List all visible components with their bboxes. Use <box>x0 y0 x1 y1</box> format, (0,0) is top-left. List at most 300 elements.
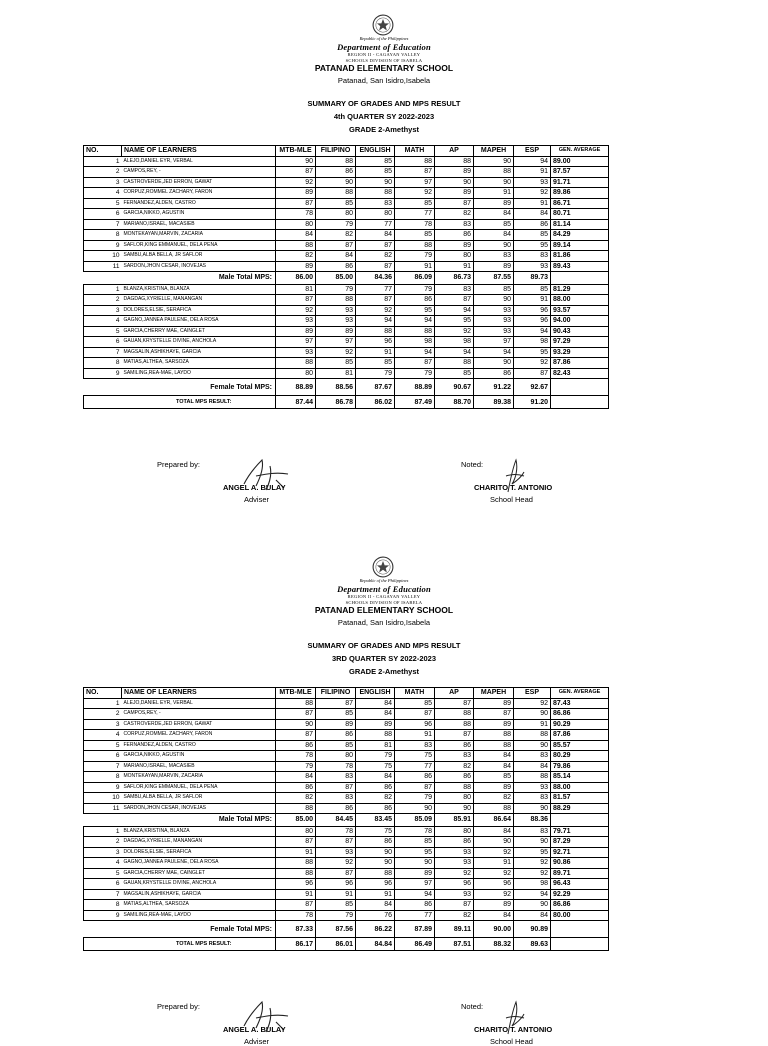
learner-number: 7 <box>84 889 122 900</box>
general-average: 90.29 <box>551 719 609 730</box>
subject-grade: 92 <box>276 305 316 316</box>
subject-grade: 83 <box>435 219 474 230</box>
subject-grade: 97 <box>395 879 435 890</box>
mps-label: TOTAL MPS RESULT: <box>84 396 276 409</box>
subject-grade: 98 <box>514 337 551 348</box>
learner-name: MONTEKAYAN,MARVIN, ZACARIA <box>122 230 276 241</box>
subject-grade: 84 <box>356 772 395 783</box>
subject-grade: 88 <box>474 730 514 741</box>
subject-grade: 96 <box>276 879 316 890</box>
subject-grade: 80 <box>316 751 356 762</box>
subject-grade: 90 <box>276 719 316 730</box>
subject-grade: 93 <box>474 326 514 337</box>
subject-grade: 83 <box>474 251 514 262</box>
subject-grade: 82 <box>435 761 474 772</box>
learner-number: 8 <box>84 230 122 241</box>
learner-number: 10 <box>84 793 122 804</box>
table-row <box>84 868 609 879</box>
subject-grade: 88 <box>474 803 514 814</box>
subject-grade: 88 <box>435 358 474 369</box>
table-row <box>84 295 609 306</box>
subject-grade: 83 <box>514 793 551 804</box>
learner-number: 8 <box>84 772 122 783</box>
subject-grade: 84 <box>474 209 514 220</box>
school-name: PATANAD ELEMENTARY SCHOOL <box>314 63 454 73</box>
subject-grade: 79 <box>316 910 356 921</box>
subject-grade: 83 <box>435 284 474 295</box>
subject-grade: 91 <box>316 889 356 900</box>
subject-grade: 87 <box>356 240 395 251</box>
mps-value: 91.20 <box>514 396 551 409</box>
general-average: 92.29 <box>551 889 609 900</box>
subject-grade: 80 <box>276 368 316 379</box>
subject-grade: 94 <box>474 347 514 358</box>
subject-grade: 87 <box>316 698 356 709</box>
learner-name: SAMBU,ALBA BELLA, JR SAFLOR <box>122 793 276 804</box>
mps-value: 90.89 <box>514 921 551 938</box>
subject-grade: 90 <box>514 709 551 720</box>
subject-grade: 90 <box>435 177 474 188</box>
subject-grade: 87 <box>356 295 395 306</box>
subject-grade: 91 <box>474 858 514 869</box>
report-title: SUMMARY OF GRADES AND MPS RESULT <box>307 641 461 650</box>
subject-grade: 87 <box>474 709 514 720</box>
subject-grade: 85 <box>356 156 395 167</box>
col-header: NO. <box>84 146 122 157</box>
subject-grade: 88 <box>276 858 316 869</box>
noted-label: Noted: <box>461 460 484 469</box>
subject-grade: 86 <box>474 368 514 379</box>
subject-grade: 93 <box>316 305 356 316</box>
learner-name: SARDON,JHON CESAR, INOVEJAS <box>122 803 276 814</box>
subject-grade: 93 <box>514 177 551 188</box>
subject-grade: 90 <box>356 847 395 858</box>
subject-grade: 88 <box>395 240 435 251</box>
region-text: REGION II - CAGAYAN VALLEY <box>347 52 421 57</box>
subject-grade: 89 <box>474 782 514 793</box>
learner-number: 5 <box>84 326 122 337</box>
prepared-by-label: Prepared by: <box>157 1002 200 1011</box>
mps-value: 87.55 <box>474 272 514 285</box>
general-average: 86.86 <box>551 709 609 720</box>
learner-name: GAUAN,KRYSTELLE DIVINE, ANCHOLA <box>122 337 276 348</box>
subject-grade: 90 <box>514 740 551 751</box>
general-average: 80.29 <box>551 751 609 762</box>
subject-grade: 90 <box>276 156 316 167</box>
division-text: SCHOOLS DIVISION OF ISABELA <box>345 600 423 605</box>
subject-grade: 83 <box>435 751 474 762</box>
table-row <box>84 751 609 762</box>
learner-number: 7 <box>84 761 122 772</box>
learner-number: 3 <box>84 719 122 730</box>
subject-grade: 89 <box>435 167 474 178</box>
subject-grade: 87 <box>435 730 474 741</box>
subject-grade: 85 <box>395 230 435 241</box>
subject-grade: 86 <box>316 167 356 178</box>
subject-grade: 84 <box>474 751 514 762</box>
subject-grade: 78 <box>316 826 356 837</box>
subject-grade: 84 <box>474 826 514 837</box>
learner-number: 3 <box>84 847 122 858</box>
learner-name: CASTROVERDE,JED ERRON, GAWAT <box>122 719 276 730</box>
mps-value: 92.67 <box>514 379 551 396</box>
mps-value: 85.00 <box>276 814 316 827</box>
subject-grade: 87 <box>276 709 316 720</box>
adviser-name: ANGEL A. BULAY <box>223 1025 286 1034</box>
subject-grade: 93 <box>316 316 356 327</box>
learner-number: 6 <box>84 879 122 890</box>
subject-grade: 82 <box>474 793 514 804</box>
general-average: 88.00 <box>551 782 609 793</box>
subject-grade: 93 <box>435 858 474 869</box>
empty-cell <box>551 396 609 409</box>
learner-number: 9 <box>84 368 122 379</box>
table-row <box>84 837 609 848</box>
learner-number: 11 <box>84 803 122 814</box>
general-average: 86.86 <box>551 900 609 911</box>
subject-grade: 96 <box>316 879 356 890</box>
col-header: GEN. AVERAGE <box>551 688 609 699</box>
subject-grade: 88 <box>356 188 395 199</box>
subject-grade: 86 <box>356 803 395 814</box>
subject-grade: 86 <box>435 230 474 241</box>
subject-grade: 82 <box>356 251 395 262</box>
mps-value: 84.45 <box>316 814 356 827</box>
learner-number: 4 <box>84 188 122 199</box>
subject-grade: 78 <box>316 761 356 772</box>
col-header: MTB-MLE <box>276 688 316 699</box>
subject-grade: 90 <box>474 295 514 306</box>
general-average: 87.29 <box>551 837 609 848</box>
learner-number: 7 <box>84 347 122 358</box>
mps-value: 91.22 <box>474 379 514 396</box>
general-average: 80.71 <box>551 209 609 220</box>
general-average: 85.14 <box>551 772 609 783</box>
subject-grade: 95 <box>395 847 435 858</box>
learner-name: DAGDAG,XYRIELLE, MANANGAN <box>122 295 276 306</box>
subject-grade: 84 <box>356 698 395 709</box>
learner-number: 4 <box>84 730 122 741</box>
learner-number: 4 <box>84 316 122 327</box>
subject-grade: 85 <box>474 772 514 783</box>
learner-name: BLANZA,KRISTINA, BLANZA <box>122 826 276 837</box>
subject-grade: 87 <box>276 837 316 848</box>
general-average: 89.86 <box>551 188 609 199</box>
table-row <box>84 782 609 793</box>
subject-grade: 87 <box>276 900 316 911</box>
table-header-row <box>84 146 609 157</box>
subject-grade: 95 <box>514 240 551 251</box>
learner-number: 3 <box>84 177 122 188</box>
subject-grade: 87 <box>356 261 395 272</box>
general-average: 81.29 <box>551 284 609 295</box>
subject-grade: 87 <box>276 730 316 741</box>
subject-grade: 84 <box>356 709 395 720</box>
table-row <box>84 858 609 869</box>
grades-table <box>83 145 609 409</box>
subject-grade: 88 <box>276 868 316 879</box>
general-average: 91.71 <box>551 177 609 188</box>
subject-grade: 91 <box>356 347 395 358</box>
mps-value: 88.89 <box>276 379 316 396</box>
subject-grade: 79 <box>356 751 395 762</box>
col-header: ENGLISH <box>356 688 395 699</box>
subject-grade: 80 <box>356 209 395 220</box>
subject-grade: 87 <box>514 368 551 379</box>
subject-grade: 92 <box>474 868 514 879</box>
subject-grade: 93 <box>276 316 316 327</box>
learner-number: 10 <box>84 251 122 262</box>
subject-grade: 88 <box>474 740 514 751</box>
subject-grade: 87 <box>316 837 356 848</box>
col-header: MATH <box>395 146 435 157</box>
learner-name: SAMILING,REA-MAE, LAYDO <box>122 910 276 921</box>
mps-value: 86.73 <box>435 272 474 285</box>
mps-value: 88.70 <box>435 396 474 409</box>
subject-grade: 96 <box>474 879 514 890</box>
subject-grade: 95 <box>514 847 551 858</box>
learner-name: MAGSALIN,ASHIKHAYE, GARCIA <box>122 889 276 900</box>
subject-grade: 90 <box>474 177 514 188</box>
learner-name: MATIAS,ALTHEA, SARSOZA <box>122 900 276 911</box>
learner-number: 9 <box>84 782 122 793</box>
mps-label: Male Total MPS: <box>84 814 276 827</box>
learner-number: 6 <box>84 209 122 220</box>
table-row <box>84 316 609 327</box>
subject-grade: 88 <box>356 868 395 879</box>
republic-text: Republic of the Philippines <box>359 36 409 41</box>
subject-grade: 89 <box>316 719 356 730</box>
subject-grade: 96 <box>356 879 395 890</box>
col-header: NAME OF LEARNERS <box>122 688 276 699</box>
subject-grade: 79 <box>316 284 356 295</box>
subject-grade: 92 <box>316 347 356 358</box>
subject-grade: 96 <box>514 316 551 327</box>
subject-grade: 93 <box>514 261 551 272</box>
learner-number: 11 <box>84 261 122 272</box>
table-row <box>84 698 609 709</box>
subject-grade: 92 <box>356 305 395 316</box>
subject-grade: 85 <box>514 230 551 241</box>
learner-number: 6 <box>84 751 122 762</box>
table-row <box>84 910 609 921</box>
table-row <box>84 326 609 337</box>
subject-grade: 93 <box>435 847 474 858</box>
table-row <box>84 177 609 188</box>
subject-grade: 93 <box>474 305 514 316</box>
subject-grade: 95 <box>514 347 551 358</box>
subject-grade: 86 <box>395 772 435 783</box>
subject-grade: 84 <box>276 772 316 783</box>
department-name: Department of Education <box>337 584 431 594</box>
mps-value: 86.09 <box>395 272 435 285</box>
mps-value: 88.32 <box>474 938 514 951</box>
subject-grade: 85 <box>356 167 395 178</box>
subject-grade: 90 <box>435 803 474 814</box>
general-average: 97.29 <box>551 337 609 348</box>
subject-grade: 80 <box>276 219 316 230</box>
subject-grade: 80 <box>316 209 356 220</box>
table-row <box>84 709 609 720</box>
table-row <box>84 730 609 741</box>
subject-grade: 82 <box>276 251 316 262</box>
learner-name: CAMPOS,REY, - <box>122 167 276 178</box>
subject-grade: 89 <box>474 261 514 272</box>
subject-grade: 83 <box>514 751 551 762</box>
subject-grade: 78 <box>276 209 316 220</box>
empty-cell <box>551 814 609 827</box>
empty-cell <box>551 272 609 285</box>
subject-grade: 91 <box>276 847 316 858</box>
general-average: 92.71 <box>551 847 609 858</box>
mps-label: Female Total MPS: <box>84 379 276 396</box>
col-header: ESP <box>514 688 551 699</box>
subject-grade: 92 <box>514 698 551 709</box>
female-total-row <box>84 921 609 938</box>
table-row <box>84 198 609 209</box>
learner-name: CAMPOS,REY, - <box>122 709 276 720</box>
subject-grade: 87 <box>435 198 474 209</box>
subject-grade: 92 <box>514 868 551 879</box>
learner-name: SAMBU,ALBA BELLA, JR SAFLOR <box>122 251 276 262</box>
subject-grade: 91 <box>395 261 435 272</box>
subject-grade: 94 <box>435 347 474 358</box>
subject-grade: 89 <box>435 240 474 251</box>
subject-grade: 86 <box>316 730 356 741</box>
table-row <box>84 826 609 837</box>
subject-grade: 77 <box>356 219 395 230</box>
learner-name: SAFLOR,KING EMMANUEL, DELA PENA <box>122 240 276 251</box>
subject-grade: 94 <box>514 889 551 900</box>
subject-grade: 97 <box>276 337 316 348</box>
subject-grade: 88 <box>276 358 316 369</box>
learner-name: GARCIA,NIKKO, AGUSTIN <box>122 209 276 220</box>
subject-grade: 95 <box>435 316 474 327</box>
subject-grade: 94 <box>435 305 474 316</box>
mps-value: 85.09 <box>395 814 435 827</box>
school-location: Patanad, San Isidro,Isabela <box>337 76 431 85</box>
mps-value: 86.00 <box>276 272 316 285</box>
subject-grade: 94 <box>395 889 435 900</box>
female-total-row <box>84 379 609 396</box>
subject-grade: 88 <box>276 240 316 251</box>
subject-grade: 86 <box>316 803 356 814</box>
subject-grade: 87 <box>435 900 474 911</box>
subject-grade: 91 <box>514 295 551 306</box>
subject-grade: 85 <box>514 284 551 295</box>
subject-grade: 89 <box>316 326 356 337</box>
deped-seal-icon <box>372 14 394 36</box>
learner-number: 8 <box>84 358 122 369</box>
table-row <box>84 347 609 358</box>
mps-label: Male Total MPS: <box>84 272 276 285</box>
col-header: NAME OF LEARNERS <box>122 146 276 157</box>
mps-value: 86.02 <box>356 396 395 409</box>
subject-grade: 88 <box>514 772 551 783</box>
subject-grade: 92 <box>474 847 514 858</box>
subject-grade: 85 <box>474 284 514 295</box>
general-average: 89.71 <box>551 868 609 879</box>
table-row <box>84 889 609 900</box>
subject-grade: 90 <box>356 858 395 869</box>
table-row <box>84 209 609 220</box>
subject-grade: 90 <box>474 156 514 167</box>
table-row <box>84 900 609 911</box>
subject-grade: 88 <box>356 730 395 741</box>
table-row <box>84 719 609 730</box>
subject-grade: 87 <box>395 167 435 178</box>
col-header: MAPEH <box>474 146 514 157</box>
subject-grade: 92 <box>514 188 551 199</box>
subject-grade: 89 <box>276 188 316 199</box>
learner-number: 2 <box>84 295 122 306</box>
learner-number: 5 <box>84 198 122 209</box>
general-average: 90.86 <box>551 858 609 869</box>
learner-number: 2 <box>84 167 122 178</box>
subject-grade: 89 <box>474 900 514 911</box>
general-average: 87.86 <box>551 358 609 369</box>
learner-name: CORPUZ,ROMMEL ZACHARY, FARON <box>122 730 276 741</box>
general-average: 89.43 <box>551 261 609 272</box>
subject-grade: 87 <box>395 709 435 720</box>
subject-grade: 77 <box>395 761 435 772</box>
learner-name: GAGNO,JANNEA PAULENE, DELA ROSA <box>122 316 276 327</box>
subject-grade: 75 <box>356 761 395 772</box>
subject-grade: 96 <box>514 305 551 316</box>
table-row <box>84 156 609 167</box>
mps-value: 89.73 <box>514 272 551 285</box>
report-title: SUMMARY OF GRADES AND MPS RESULT <box>307 99 461 108</box>
learner-name: ALEJO,DANIEL EYR, VERBAL <box>122 698 276 709</box>
subject-grade: 80 <box>276 826 316 837</box>
general-average: 80.00 <box>551 910 609 921</box>
subject-grade: 83 <box>356 198 395 209</box>
subject-grade: 88 <box>395 326 435 337</box>
mps-value: 84.84 <box>356 938 395 951</box>
general-average: 81.57 <box>551 793 609 804</box>
subject-grade: 81 <box>356 740 395 751</box>
subject-grade: 82 <box>435 209 474 220</box>
subject-grade: 92 <box>514 858 551 869</box>
learner-name: MATIAS,ALTHEA, SARSOZA <box>122 358 276 369</box>
table-row <box>84 219 609 230</box>
table-row <box>84 167 609 178</box>
learner-number: 1 <box>84 156 122 167</box>
subject-grade: 83 <box>514 826 551 837</box>
subject-grade: 90 <box>474 240 514 251</box>
table-row <box>84 761 609 772</box>
mps-value: 84.36 <box>356 272 395 285</box>
learner-name: MONTEKAYAN,MARVIN, ZACARIA <box>122 772 276 783</box>
subject-grade: 75 <box>356 826 395 837</box>
subject-grade: 80 <box>435 793 474 804</box>
learner-number: 9 <box>84 910 122 921</box>
subject-grade: 85 <box>316 900 356 911</box>
table-row <box>84 803 609 814</box>
subject-grade: 91 <box>395 730 435 741</box>
general-average: 88.29 <box>551 803 609 814</box>
subject-grade: 88 <box>435 782 474 793</box>
mps-label: Female Total MPS: <box>84 921 276 938</box>
col-header: ESP <box>514 146 551 157</box>
subject-grade: 98 <box>395 337 435 348</box>
subject-grade: 84 <box>514 910 551 921</box>
table-row <box>84 740 609 751</box>
mps-value: 88.56 <box>316 379 356 396</box>
table-row <box>84 240 609 251</box>
table-row <box>84 251 609 262</box>
subject-grade: 91 <box>514 719 551 730</box>
